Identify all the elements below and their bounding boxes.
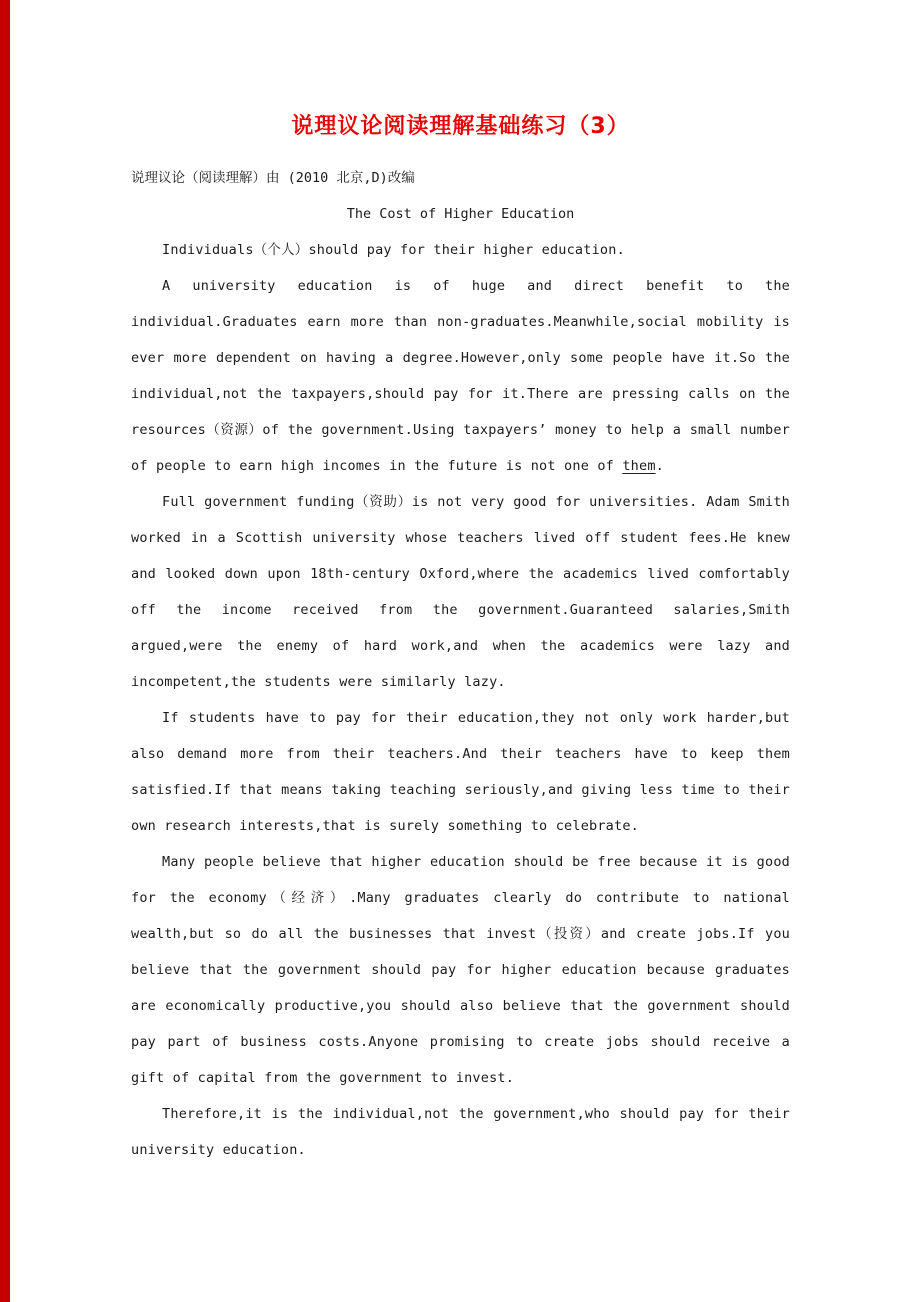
source-note: 说理议论（阅读理解）由 (2010 北京,D)改编 (131, 170, 415, 186)
paragraph-body-2: Full government funding（资助）is not very good for universities. Adam Smith worked in a Scottish university whose teachers lived off student fees.He knew and looked down upon 18th-century Oxford,where the academics lived comfortably off the income received from the government.Guaranteed salaries,Smith argued,were the enemy of hard work,and when the academics were lazy and incompetent,the students were similarly lazy. (131, 494, 790, 690)
paragraph-text: . (655, 458, 664, 474)
underlined-word: them (622, 458, 656, 474)
red-edge-bar (0, 0, 10, 1302)
document-content (131, 112, 790, 1168)
document-title: 说理议论阅读理解基础练习（3） (291, 114, 630, 139)
paragraph-body-4: Many people believe that higher education should be free because it is good for the economy（经济）.Many graduates clearly do contribute to national wealth,but so do all the businesses that invest（投资）and create jobs.If you believe that the government should pay for higher education because graduates are economically productive,you should also believe that the government should pay part of business costs.Anyone promising to create jobs should receive a gift of capital from the government to invest. (131, 854, 790, 1086)
paragraph-conclusion: Therefore,it is the individual,not the government,who should pay for their university education. (131, 1106, 790, 1158)
article-heading: The Cost of Higher Education (346, 206, 575, 222)
paragraph-body-1 (131, 268, 790, 484)
paragraph-intro: Individuals（个人）should pay for their higher education. (162, 242, 625, 258)
paragraph-text: A university education is of huge and direct benefit to the individual.Graduates earn more than non-graduates.Meanwhile,social mobility is ever more dependent on having a degree.However,only some people have it.So the individual,not the taxpayers,should pay for it.There are pressing calls on the resources（资源）of the government.Using taxpayers’ money to help a small number of people to earn high incomes in the future is not one of (131, 278, 790, 474)
paragraph-body-3: If students have to pay for their education,they not only work harder,but also demand more from their teachers.And their teachers have to keep them satisfied.If that means taking teaching seriously,and giving less time to their own research interests,that is surely something to celebrate. (131, 710, 790, 834)
